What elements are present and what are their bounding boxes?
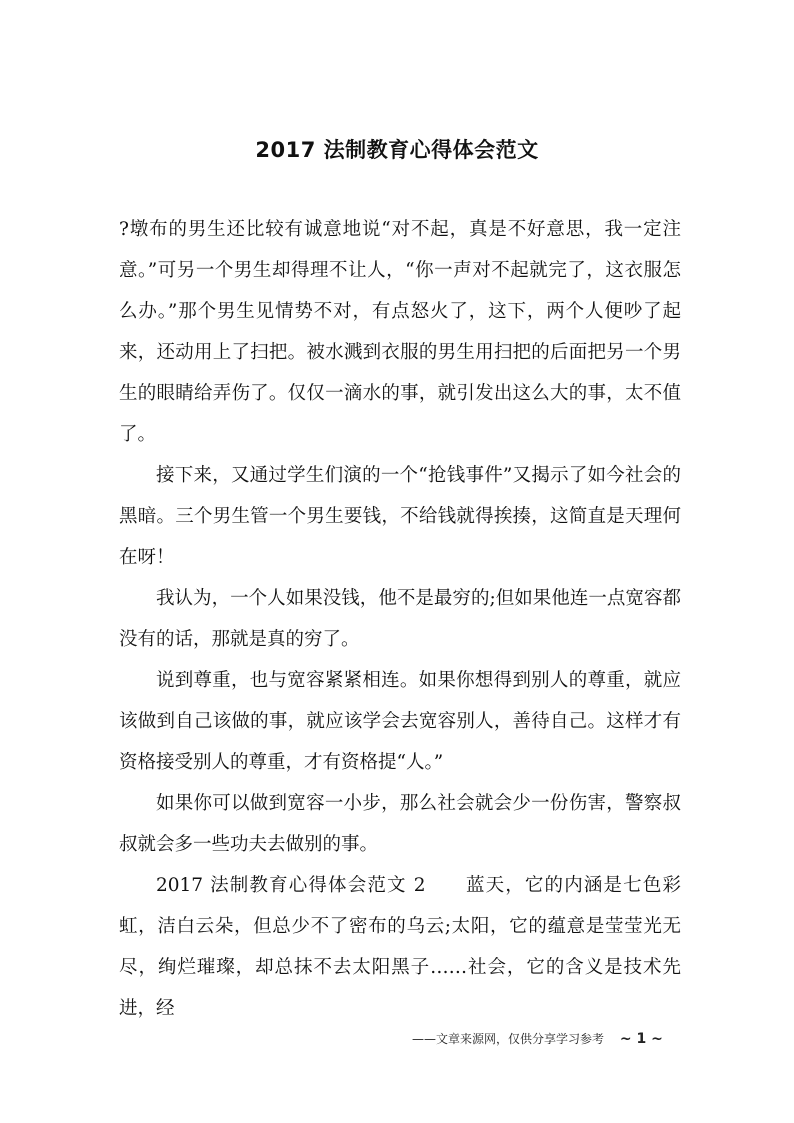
page-number: ~ 1 ~ [619,1031,663,1047]
paragraph-2: 接下来，又通过学生们演的一个“抢钱事件”又揭示了如今社会的黑暗。三个男生管一个男生要钱，不给钱就得挨揍，这简直是天理何在呀！ [119,465,681,568]
page-title: 2017 法制教育心得体会范文 [255,138,539,162]
paragraph-5: 如果你可以做到宽容一小步，那么社会就会少一份伤害，警察叔叔就会多一些功夫去做别的事。 [119,793,681,855]
paragraph-3: 我认为，一个人如果没钱，他不是最穷的;但如果他连一点宽容都没有的话，那就是真的穷了。 [119,588,681,650]
paragraph-6: 2017 法制教育心得体会范文 2 蓝天，它的内涵是七色彩虹，洁白云朵，但总少不了密布的乌云;太阳，它的蕴意是莹莹光无尽，绚烂璀璨，却总抹不去太阳黑子……社会，它的含义是技术先进，经 [119,875,681,1019]
paragraph-4: 说到尊重，也与宽容紧紧相连。如果你想得到别人的尊重，就应该做到自己该做的事，就应该学会去宽容别人，善待自己。这样才有资格接受别人的尊重，才有资格提“人。” [119,670,681,773]
page-footer [412,1030,663,1047]
document-body [119,209,681,1029]
footer-source-note: ——文章来源网，仅供分享学习参考 [412,1032,605,1046]
paragraph-1: ?墩布的男生还比较有诚意地说“对不起，真是不好意思，我一定注意。”可另一个男生却得理不让人，“你一声对不起就完了，这衣服怎么办。”那个男生见情势不对，有点怒火了，这下，两个人便吵了起来，还动用上了扫把。被水溅到衣服的男生用扫把的后面把另一个男生的眼睛给弄伤了。仅仅一滴水的事，就引发出这么大的事，太不值了。 [119,219,681,445]
